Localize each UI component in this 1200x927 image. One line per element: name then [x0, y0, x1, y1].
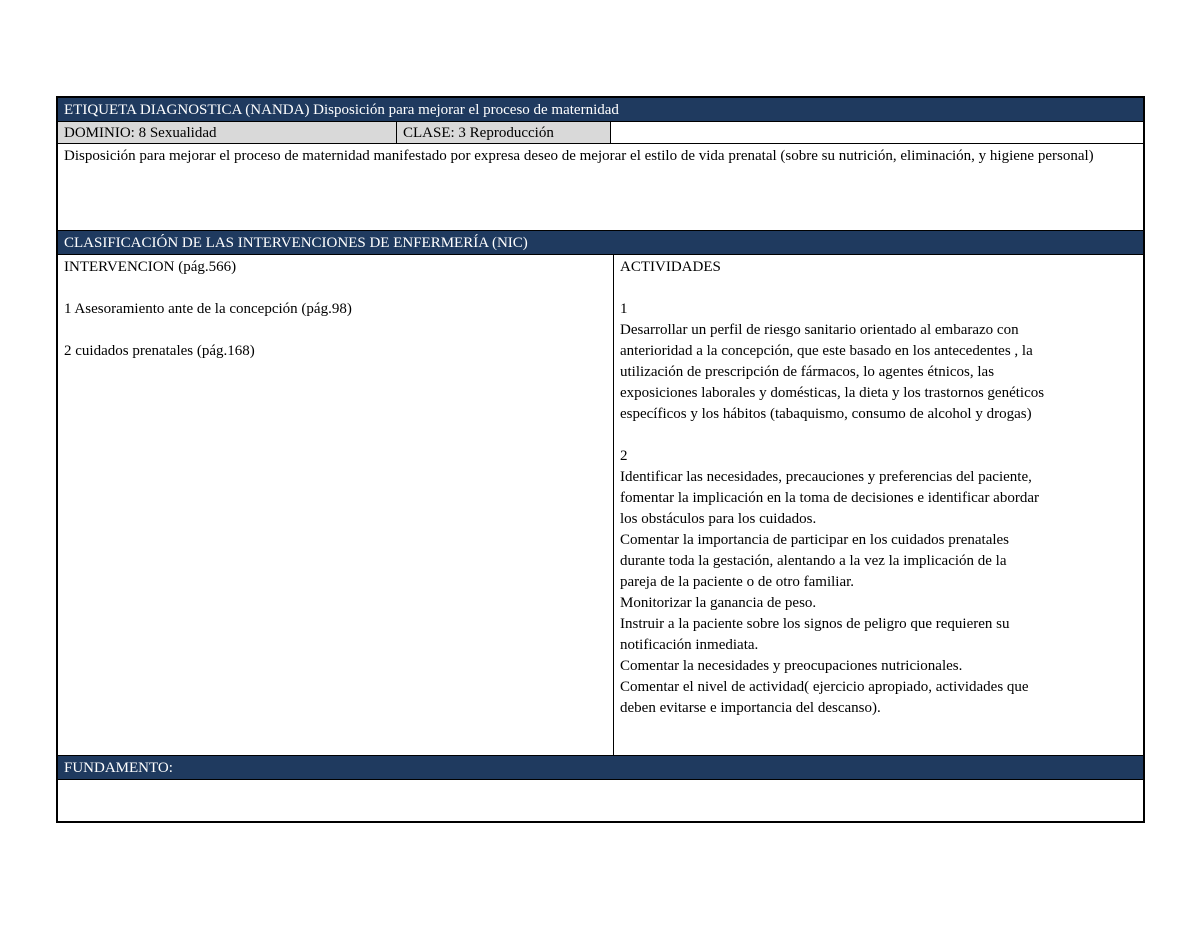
actividad-line: los obstáculos para los cuidados.	[620, 511, 817, 527]
nic-header	[58, 231, 1143, 255]
actividad-line: fomentar la implicación en la toma de decisiones e identificar abordar	[620, 490, 1039, 506]
nic-body	[58, 255, 1143, 756]
fundamento-body	[58, 780, 1143, 821]
actividad-line: deben evitarse e importancia del descanso).	[620, 700, 881, 716]
actividad-line: Identificar las necesidades, precauciones y preferencias del paciente,	[620, 469, 1032, 485]
actividad-line: específicos y los hábitos (tabaquismo, consumo de alcohol y drogas)	[620, 406, 1032, 422]
actividad-line: Comentar la necesidades y preocupaciones nutricionales.	[620, 658, 963, 674]
actividad-line: Comentar el nivel de actividad( ejercicio apropiado, actividades que	[620, 679, 1029, 695]
actividad-line: notificación inmediata.	[620, 637, 759, 653]
empty-cell	[611, 122, 1143, 143]
intervencion-title: INTERVENCION (pág.566)	[64, 259, 237, 275]
intervencion-column	[58, 255, 614, 755]
actividades-title: ACTIVIDADES	[620, 259, 721, 275]
fundamento-header-text: FUNDAMENTO:	[64, 760, 173, 776]
actividad-line: Monitorizar la ganancia de peso.	[620, 595, 817, 611]
actividades-column	[614, 255, 1143, 755]
intervencion-item: 2 cuidados prenatales (pág.168)	[64, 343, 255, 359]
actividad-line: durante toda la gestación, alentando a la vez la implicación de la	[620, 553, 1007, 569]
dominio-cell: DOMINIO: 8 Sexualidad	[58, 122, 397, 143]
actividad-line: anterioridad a la concepción, que este basado en los antecedentes , la	[620, 343, 1033, 359]
actividad-line: Instruir a la paciente sobre los signos de peligro que requieren su	[620, 616, 1010, 632]
actividad-line: Comentar la importancia de participar en los cuidados prenatales	[620, 532, 1010, 548]
nursing-care-plan-table	[56, 96, 1145, 823]
nic-header-text: CLASIFICACIÓN DE LAS INTERVENCIONES DE ENFERMERÍA (NIC)	[64, 235, 528, 251]
actividades-group-number: 2	[620, 448, 628, 464]
intervencion-item: 1 Asesoramiento ante de la concepción (pág.98)	[64, 301, 352, 317]
actividad-line: pareja de la paciente o de otro familiar.	[620, 574, 855, 590]
etiqueta-diagnostica-text: ETIQUETA DIAGNOSTICA (NANDA) Disposición para mejorar el proceso de maternidad	[64, 102, 619, 118]
clase-cell: CLASE: 3 Reproducción	[397, 122, 611, 143]
actividad-line: Desarrollar un perfil de riesgo sanitario orientado al embarazo con	[620, 322, 1019, 338]
actividades-group-number: 1	[620, 301, 628, 317]
diagnostico-descripcion	[58, 144, 1143, 231]
fundamento-header	[58, 756, 1143, 780]
actividad-line: utilización de prescripción de fármacos, lo agentes étnicos, las	[620, 364, 995, 380]
dominio-clase-row	[58, 122, 1143, 144]
diagnostico-descripcion-text: Disposición para mejorar el proceso de maternidad manifestado por expresa deseo de mejorar el estilo de vida prenatal (sobre su nutrición, eliminación, y higiene personal)	[64, 148, 1094, 164]
actividad-line: exposiciones laborales y domésticas, la dieta y los trastornos genéticos	[620, 385, 1045, 401]
etiqueta-diagnostica-header	[58, 98, 1143, 122]
